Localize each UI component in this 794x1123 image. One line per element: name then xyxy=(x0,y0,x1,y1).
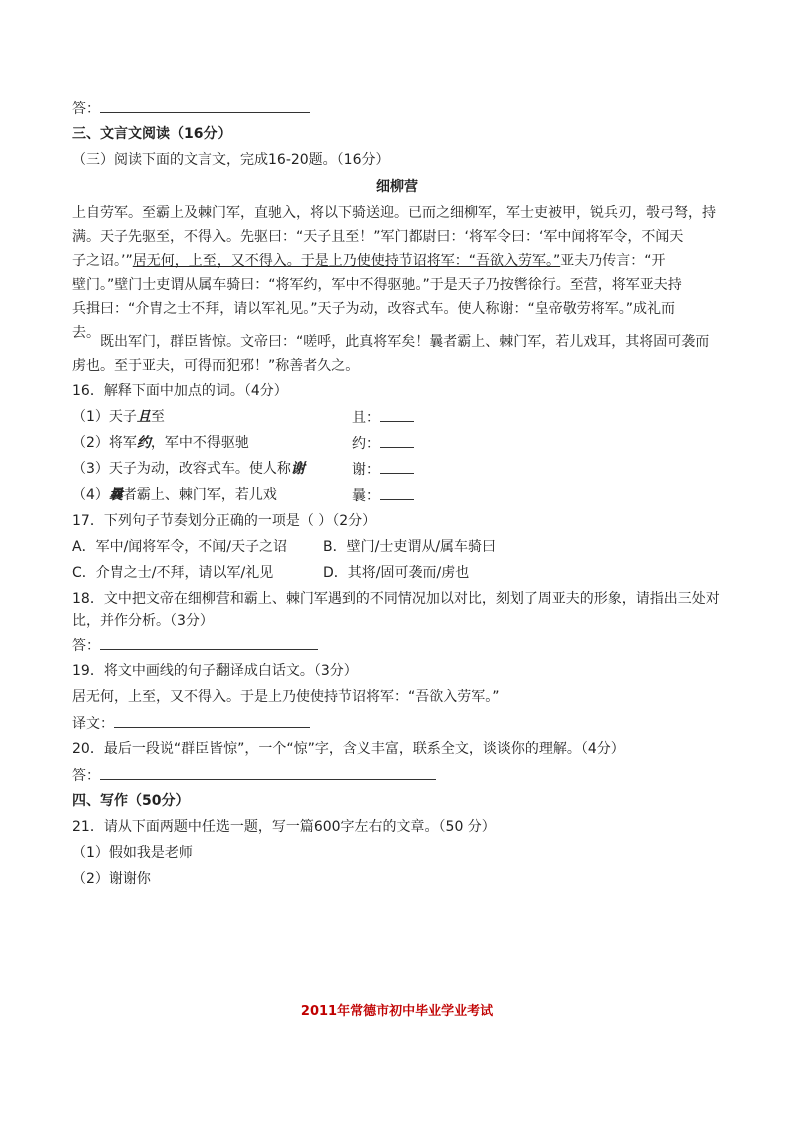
q16-answer-label: 曩： xyxy=(352,488,380,504)
answer-label: 答： xyxy=(72,101,100,117)
answer-label: 译文： xyxy=(72,716,114,732)
q18-stem-line-1: 18．文中把文帝在细柳营和霸上、棘门军遇到的不同情况加以对比，刻划了周亚夫的形象，请指出三处对 xyxy=(72,591,720,607)
q21-option-1: （1）假如我是老师 xyxy=(72,845,193,861)
passage-line: 去。 xyxy=(72,325,100,341)
q16-answer-label: 谢： xyxy=(352,462,380,478)
q19-sentence: 居无何，上至，又不得入。于是上乃使使持节诏将军：“吾欲入劳军。” xyxy=(72,689,500,705)
q16-answer-blank[interactable] xyxy=(380,407,414,422)
answer-label: 答： xyxy=(72,638,100,654)
q17-stem: 17．下列句子节奏划分正确的一项是（ ）（2分） xyxy=(72,513,377,529)
q16-dotted-word: 且 xyxy=(136,409,151,425)
q16-item-text: （3）天子为动，改容式车。使人称 xyxy=(72,461,291,477)
q20-stem: 20．最后一段说“群臣皆惊”，一个“惊”字，含义丰富，联系全文，谈谈你的理解。（4分） xyxy=(72,741,625,757)
q16-item-4 xyxy=(72,485,277,505)
section3-intro: （三）阅读下面的文言文，完成16-20题。（16分） xyxy=(72,152,390,168)
q17-option-c: C．介胄之士/不拜，请以军/礼见 xyxy=(72,565,274,581)
answer-blank[interactable] xyxy=(114,713,310,728)
q16-dotted-word: 约 xyxy=(136,435,151,451)
section4-heading: 四、写作（50分） xyxy=(72,793,190,809)
answer-line-top xyxy=(72,98,310,119)
passage-line: 既出军门，群臣皆惊。文帝曰：“嗟呼，此真将军矣！曩者霸上、棘门军，若儿戏耳，其将固可袭而 xyxy=(100,334,710,350)
q16-answer-blank[interactable] xyxy=(380,433,414,448)
q16-answer-blank[interactable] xyxy=(380,459,414,474)
passage-text: 亚夫乃传言：“开 xyxy=(560,253,666,269)
underlined-sentence: 居无何，上至，又不得入。于是上乃使使持节诏将军：“吾欲入劳军。” xyxy=(132,253,561,269)
q19-answer-line xyxy=(72,713,310,734)
q16-item-text: ，军中不得驱驰 xyxy=(150,435,249,451)
q16-dotted-word: 曩 xyxy=(108,487,123,503)
q16-item-text: （1）天子 xyxy=(72,409,137,425)
answer-blank[interactable] xyxy=(100,98,310,113)
q16-answer-label: 且： xyxy=(352,410,380,426)
q21-stem: 21．请从下面两题中任选一题，写一篇600字左右的文章。（50 分） xyxy=(72,819,496,835)
q16-item-text: 者霸上、棘门军，若儿戏 xyxy=(122,487,277,503)
passage-line: 上自劳军。至霸上及棘门军，直驰入，将以下骑送迎。已而之细柳军，军士吏被甲，锐兵刃，彀弓弩，持 xyxy=(72,205,716,221)
q16-dotted-word: 谢 xyxy=(290,461,305,477)
q16-answer-label: 约： xyxy=(352,436,380,452)
q16-item-1 xyxy=(72,407,165,427)
q19-stem: 19．将文中画线的句子翻译成白话文。（3分） xyxy=(72,663,358,679)
q16-item-2 xyxy=(72,433,249,453)
q16-item-text: 至 xyxy=(150,409,165,425)
q18-answer-line xyxy=(72,635,318,656)
q16-answer-2 xyxy=(352,433,414,454)
passage-title: 细柳营 xyxy=(376,179,418,195)
q16-item-3 xyxy=(72,459,305,479)
q18-stem-line-2: 比，并作分析。（3分） xyxy=(72,613,214,629)
q20-answer-line xyxy=(72,765,436,786)
q21-option-2: （2）谢谢你 xyxy=(72,871,151,887)
passage-line xyxy=(72,249,722,273)
q16-stem: 16．解释下面中加点的词。（4分） xyxy=(72,383,288,399)
q16-answer-blank[interactable] xyxy=(380,485,414,500)
answer-label: 答： xyxy=(72,768,100,784)
q16-answer-3 xyxy=(352,459,414,480)
passage-text: 子之诏。’” xyxy=(72,253,133,269)
q17-option-b: B．壁门/士吏谓从/属车骑曰 xyxy=(323,539,497,555)
section3-heading: 三、文言文阅读（16分） xyxy=(72,126,232,142)
passage-paragraph-2 xyxy=(72,330,722,378)
q16-item-text: （2）将军 xyxy=(72,435,137,451)
q17-option-d: D．其将/固可袭而/虏也 xyxy=(323,565,470,581)
passage-line: 壁门。”壁门士吏谓从属车骑曰：“将军约，军中不得驱驰。”于是天子乃按辔徐行。至营，将军亚夫持 xyxy=(72,277,682,293)
footer-title: 2011年常德市初中毕业学业考试 xyxy=(300,1004,494,1019)
q16-answer-4 xyxy=(352,485,414,506)
q16-item-text: （4） xyxy=(72,487,109,503)
passage-line: 兵揖曰：“介胄之士不拜，请以军礼见。”天子为动，改容式车。使人称谢：“皇帝敬劳将军。”成礼而 xyxy=(72,301,676,317)
passage-line: 满。天子先驱至，不得入。先驱曰：“天子且至！”军门都尉曰：‘将军令曰：‘军中闻将军令，不闻天 xyxy=(72,229,684,245)
q16-answer-1 xyxy=(352,407,414,428)
answer-blank[interactable] xyxy=(100,635,318,650)
answer-blank[interactable] xyxy=(100,765,436,780)
q17-option-a: A．军中/闻将军令，不闻/天子之诏 xyxy=(72,539,288,555)
passage-line: 虏也。至于亚夫，可得而犯邪！”称善者久之。 xyxy=(72,358,360,374)
passage-paragraph-1 xyxy=(72,201,722,345)
